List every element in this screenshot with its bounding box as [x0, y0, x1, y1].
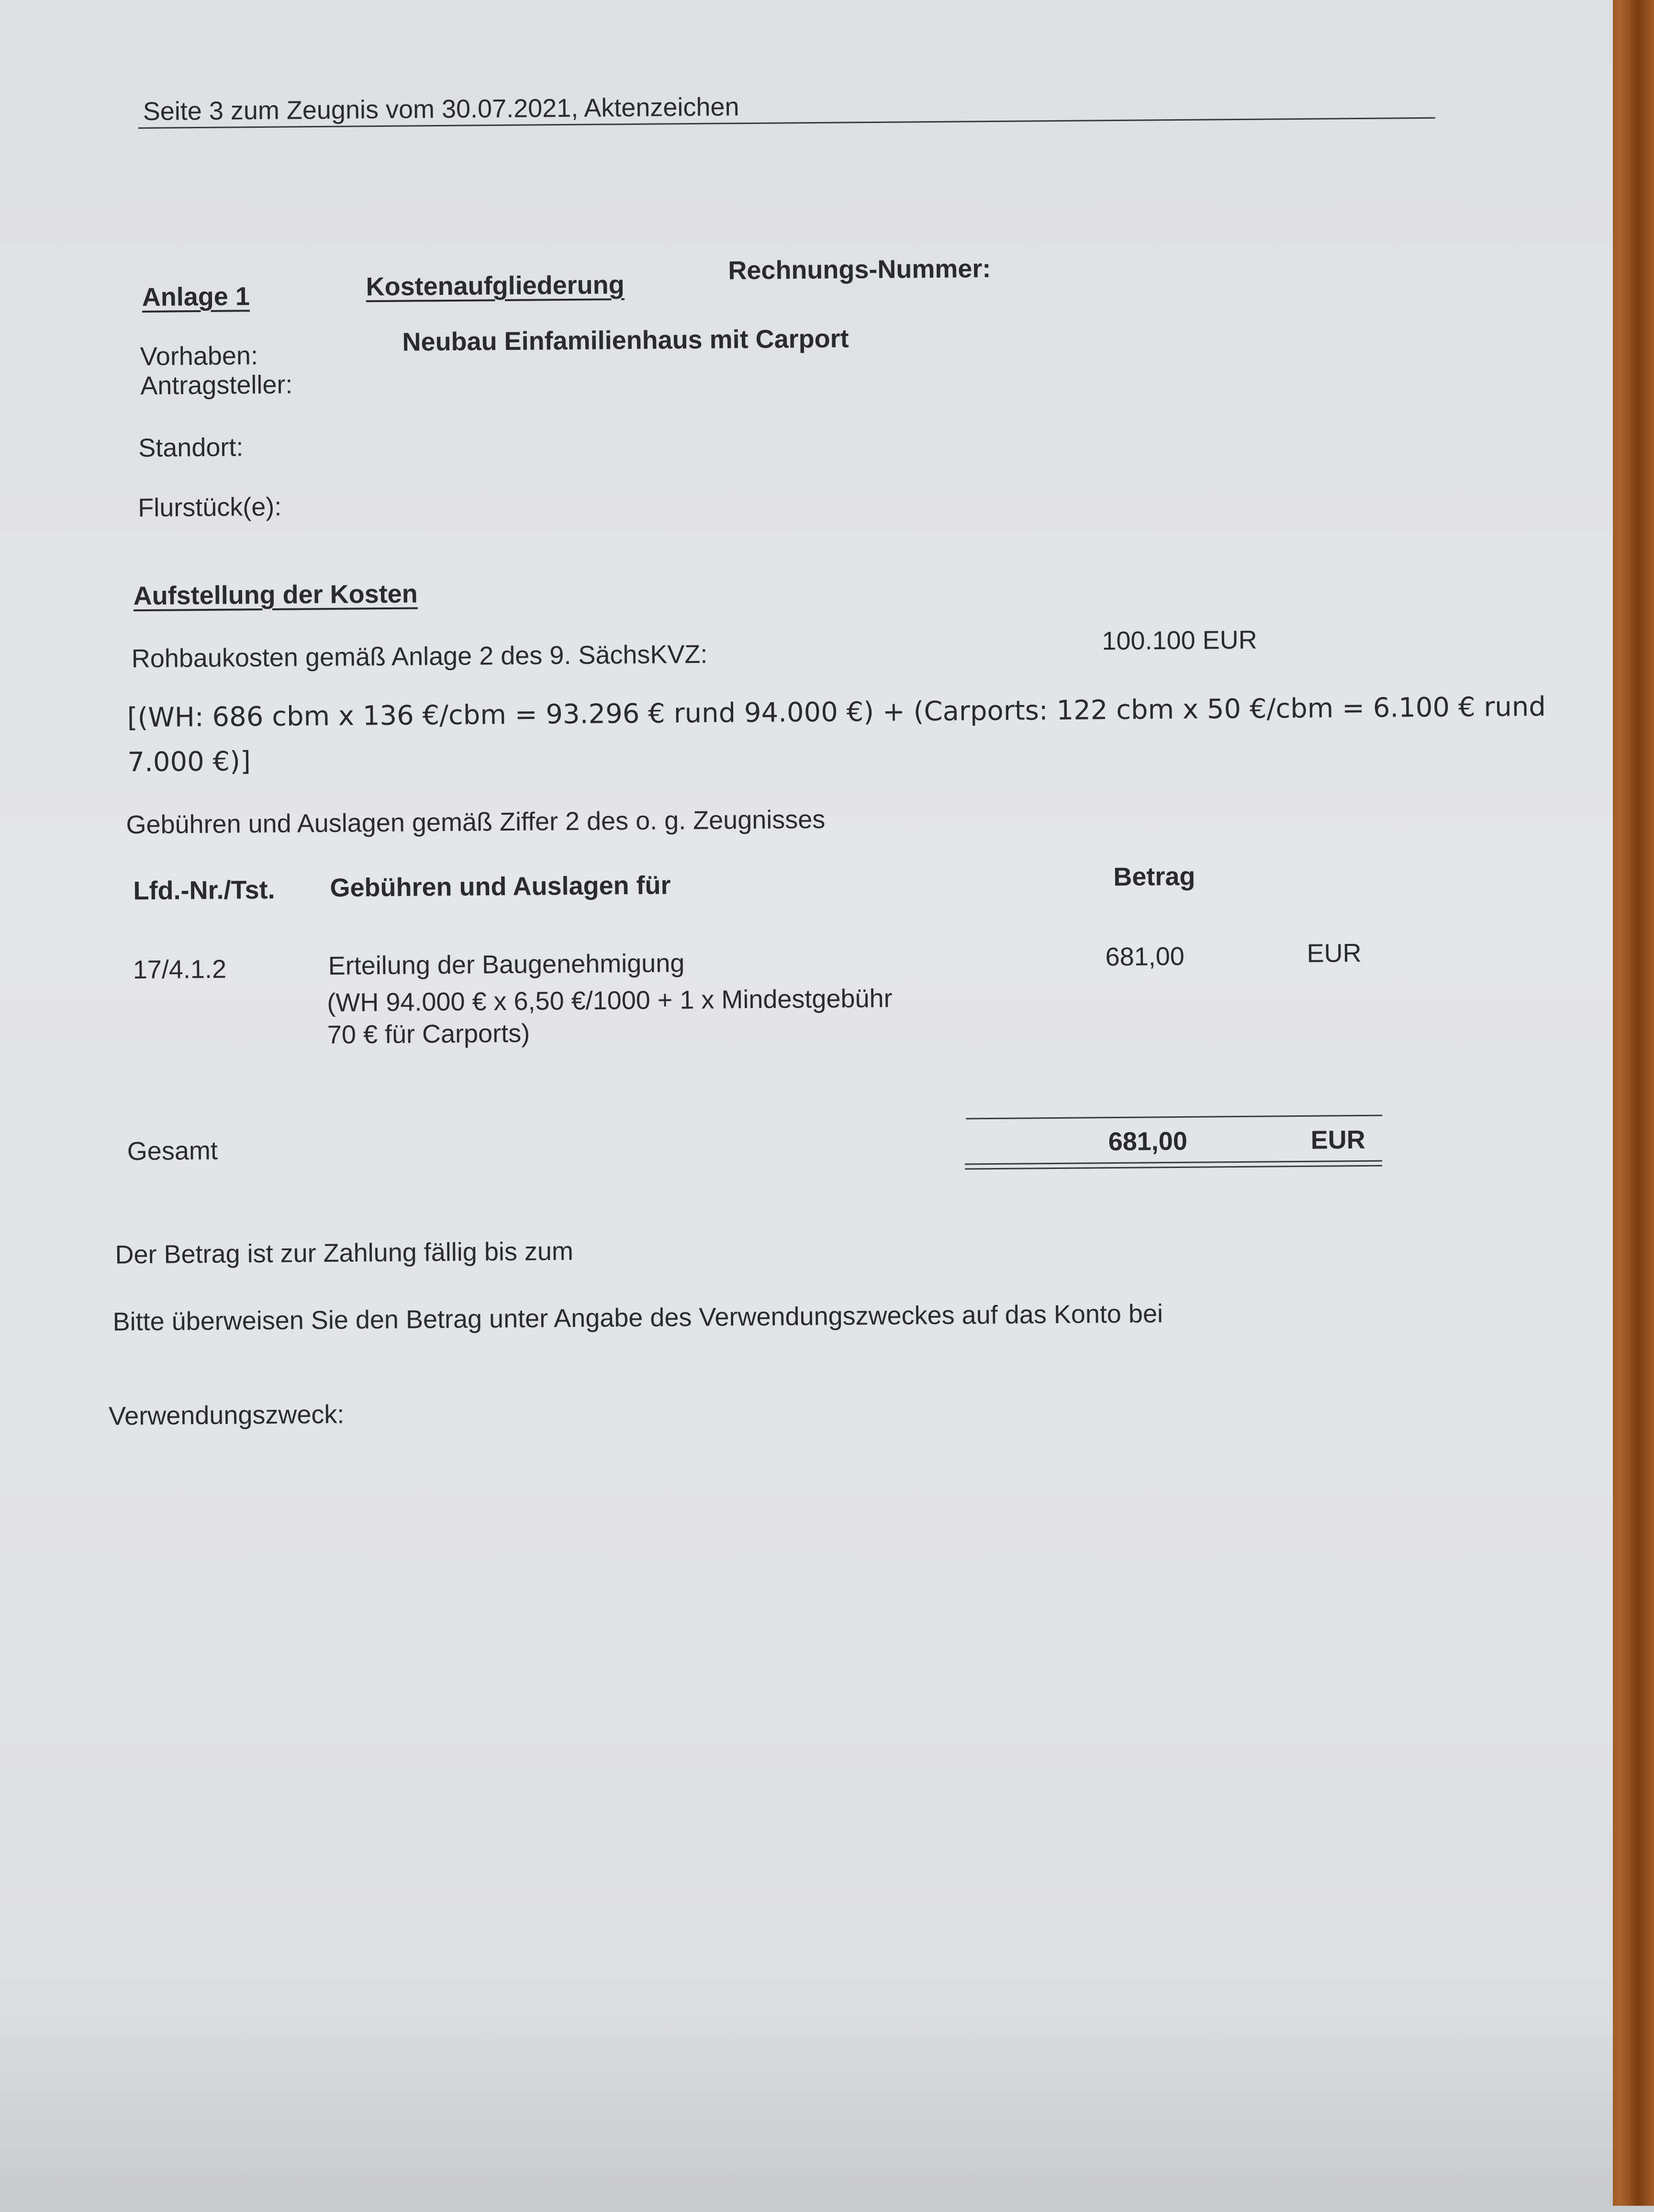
vorhaben-label: Vorhaben: — [140, 341, 258, 371]
total-underline-1 — [965, 1160, 1382, 1165]
total-underline-2 — [965, 1165, 1382, 1170]
verwendungszweck-label: Verwendungszweck: — [108, 1400, 345, 1431]
table-header-nr: Lfd.-Nr./Tst. — [133, 875, 275, 906]
rohbau-label: Rohbaukosten gemäß Anlage 2 des 9. SächsKVZ: — [131, 640, 708, 674]
table-row-desc-1: Erteilung der Baugenehmigung — [328, 949, 685, 980]
calc-line-1: [(WH: 686 cbm x 136 €/cbm = 93.296 € rund 94.000 €) + (Carports: 122 cbm x 50 €/cbm = 6.100 € rund — [127, 691, 1546, 734]
total-betrag: 681,00 — [1108, 1126, 1188, 1157]
table-row-currency: EUR — [1307, 939, 1362, 968]
kostenaufgliederung-label: Kostenaufgliederung — [366, 270, 625, 302]
costs-heading: Aufstellung der Kosten — [133, 579, 418, 611]
page-header: Seite 3 zum Zeugnis vom 30.07.2021, Aktenzeichen — [143, 92, 739, 126]
faellig-text: Der Betrag ist zur Zahlung fällig bis zum — [115, 1236, 574, 1269]
anlage-label: Anlage 1 — [142, 282, 250, 312]
table-row-nr: 17/4.1.2 — [133, 954, 227, 985]
table-header-desc: Gebühren und Auslagen für — [330, 871, 671, 902]
calc-line-2: 7.000 €)] — [127, 746, 251, 778]
standort-label: Standort: — [138, 433, 244, 463]
table-row-betrag: 681,00 — [1105, 942, 1185, 972]
rechnungs-nummer-label: Rechnungs-Nummer: — [728, 254, 991, 285]
subtotal-rule — [966, 1115, 1382, 1120]
table-header-betrag: Betrag — [1113, 862, 1196, 892]
table-row-desc-3: 70 € für Carports) — [327, 1019, 530, 1049]
total-currency: EUR — [1310, 1125, 1365, 1155]
flurstueck-label: Flurstück(e): — [137, 492, 282, 523]
ueberweisen-text: Bitte überweisen Sie den Betrag unter Angabe des Verwendungszweckes auf das Konto bei — [112, 1299, 1163, 1336]
gebuehren-intro: Gebühren und Auslagen gemäß Ziffer 2 des o. g. Zeugnisses — [126, 805, 826, 840]
vorhaben-value: Neubau Einfamilienhaus mit Carport — [402, 324, 849, 357]
rohbau-value: 100.100 EUR — [1102, 625, 1257, 656]
table-row-desc-2: (WH 94.000 € x 6,50 €/1000 + 1 x Mindestgebühr — [327, 984, 893, 1017]
total-label: Gesamt — [127, 1136, 218, 1166]
antragsteller-label: Antragsteller: — [140, 370, 293, 401]
